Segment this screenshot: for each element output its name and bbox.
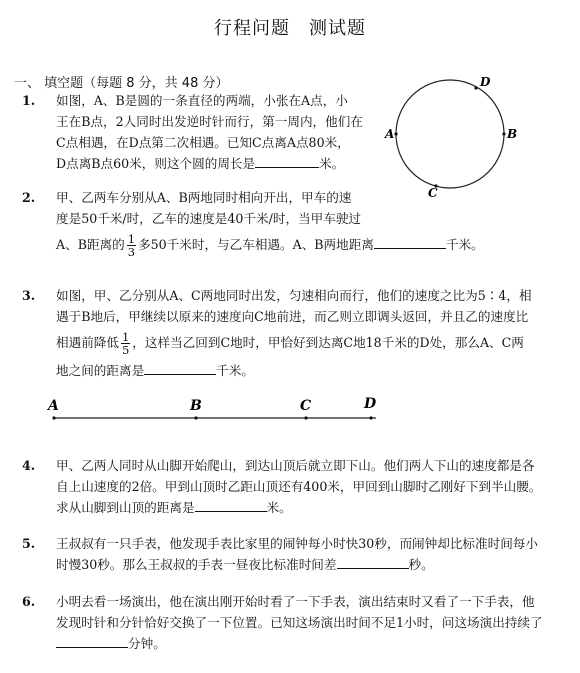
- label-c: C: [300, 398, 312, 414]
- section-heading: 一、 填空题（每题 8 分，共 48 分）: [14, 76, 229, 91]
- label-d: D: [480, 75, 491, 89]
- fraction: $\frac{1}{5}$: [121, 330, 130, 357]
- answer-blank[interactable]: [374, 234, 446, 249]
- question-line: 王在B点，2人同时出发逆时针而行，第一周内，他们在: [56, 114, 363, 129]
- point-d: [369, 416, 372, 419]
- question-line: 如图，A、B是圆的一条直径的两端，小张在A点，小: [56, 93, 348, 108]
- question-line: 小明去看一场演出，他在演出刚开始时看了一下手表，演出结束时又看了一下手表，他: [56, 594, 535, 609]
- label-c: C: [428, 186, 438, 200]
- point-a: [52, 416, 55, 419]
- page-title: 行程问题 测试题: [214, 18, 366, 39]
- question-line: C点相遇，在D点第二次相遇。已知C点离A点80米，: [56, 135, 350, 150]
- question-2: [22, 187, 562, 258]
- question-line: 度是50千米/时，乙车的速度是40千米/时，当甲车驶过: [56, 211, 362, 226]
- question-5: [22, 533, 562, 575]
- question-line: 米。: [319, 156, 345, 171]
- question-3: [22, 285, 562, 381]
- question-line: 如图，甲、乙分别从A、C两地同时出发，匀速相向而行，他们的速度之比为5∶4，相: [56, 288, 532, 303]
- point-b: [194, 416, 197, 419]
- point-c: [304, 416, 307, 419]
- question-4: [22, 455, 562, 518]
- question-line: 分钟。: [128, 636, 166, 651]
- line-diagram: [40, 392, 390, 428]
- question-line: A、B距离的: [56, 237, 125, 252]
- question-1: [22, 90, 395, 174]
- label-a: A: [48, 398, 59, 414]
- question-line: 时慢30秒。那么王叔叔的手表一昼夜比标准时间差: [56, 557, 337, 572]
- question-line: 遇于B地后，甲继续以原来的速度向C地前进，而乙则立即调头返回，并且乙的速度比: [56, 309, 529, 324]
- label-b: B: [507, 127, 518, 141]
- label-a: A: [385, 127, 395, 141]
- question-number: 4.: [22, 458, 36, 473]
- question-line: 王叔叔有一只手表，他发现手表比家里的闹钟每小时快30秒，而闹钟却比标准时间每小: [56, 536, 538, 551]
- question-line: 千米。: [445, 237, 484, 252]
- question-line: 千米。: [216, 363, 254, 378]
- question-line: 自上山速度的2倍。甲到山顶时乙距山顶还有400米，甲回到山脚时乙刚好下到半山腰。: [56, 479, 542, 494]
- question-6: [22, 591, 562, 654]
- point-b: [502, 132, 505, 135]
- question-line: D点离B点60米，则这个圆的周长是: [56, 156, 256, 171]
- question-number: 1.: [22, 93, 36, 108]
- label-d: D: [364, 396, 377, 412]
- question-line: 发现时针和分针恰好交换了一下位置。已知这场演出时间不足1小时，问这场演出持续了: [56, 615, 543, 630]
- question-line: 多50千米时，与乙车相遇。A、B两地距离: [138, 237, 374, 252]
- label-b: B: [190, 398, 202, 414]
- question-line: 秒。: [408, 557, 434, 572]
- question-line: 相遇前降低: [56, 335, 119, 350]
- answer-blank[interactable]: [144, 360, 216, 375]
- question-line: 甲、乙两车分别从A、B两地同时相向开出，甲车的速: [56, 190, 352, 205]
- answer-blank[interactable]: [337, 554, 409, 569]
- answer-blank[interactable]: [255, 153, 319, 168]
- question-number: 3.: [22, 288, 36, 303]
- question-line: 米。: [266, 500, 292, 515]
- fraction: $\frac{1}{3}$: [127, 232, 136, 259]
- question-line: 地之间的距离是: [56, 363, 145, 378]
- circle-diagram: [385, 75, 524, 200]
- answer-blank[interactable]: [56, 633, 128, 648]
- point-d: [474, 86, 477, 89]
- question-number: 5.: [22, 536, 36, 551]
- answer-blank[interactable]: [195, 497, 267, 512]
- question-line: ，这样当乙回到C地时，甲恰好到达离C地18千米的D处，那么A、C两: [132, 335, 524, 350]
- question-number: 2.: [22, 190, 36, 205]
- question-number: 6.: [22, 594, 36, 609]
- point-a: [394, 132, 397, 135]
- question-line: 求从山脚到山顶的距离是: [56, 500, 195, 515]
- question-line: 甲、乙两人同时从山脚开始爬山，到达山顶后就立即下山。他们两人下山的速度都是各: [56, 458, 535, 473]
- circle: [396, 80, 504, 188]
